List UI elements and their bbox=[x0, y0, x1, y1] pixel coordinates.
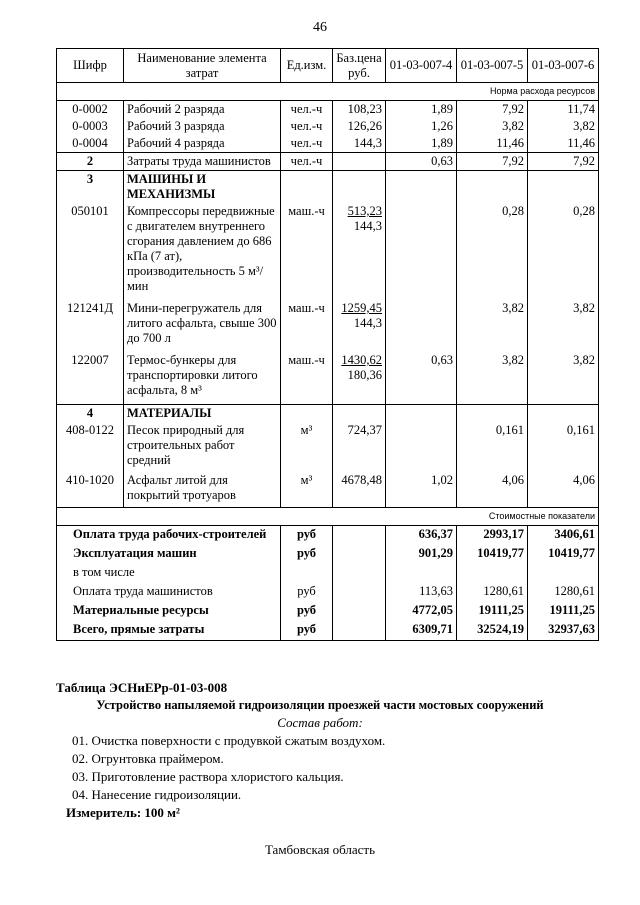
row-price bbox=[333, 153, 386, 171]
row-name: Компрессоры передвижные с двигателем внутреннего сгорания давлением до 686 кПа (7 ат), производительность 5 м³/мин bbox=[124, 203, 281, 300]
work-item: 04. Нанесение гидроизоляции. bbox=[72, 787, 242, 802]
cost-value-5: 19111,25 bbox=[457, 602, 528, 621]
table-row bbox=[57, 352, 599, 405]
price-bottom: 180,36 bbox=[347, 368, 382, 382]
row-price: 724,37 bbox=[333, 422, 386, 472]
table-row bbox=[57, 153, 599, 171]
row-value-6: 3,82 bbox=[528, 118, 599, 135]
row-value-5: 0,161 bbox=[457, 422, 528, 472]
cost-value-5: 1280,61 bbox=[457, 583, 528, 602]
row-value-6: 0,28 bbox=[528, 203, 599, 300]
empty-cell bbox=[386, 171, 457, 204]
cost-value-6: 3406,61 bbox=[528, 526, 599, 546]
row-price bbox=[333, 203, 386, 300]
cost-row bbox=[57, 564, 599, 583]
table-row bbox=[57, 300, 599, 352]
empty-cell bbox=[281, 405, 333, 423]
empty-cell bbox=[457, 171, 528, 204]
row-unit: чел.-ч bbox=[281, 101, 333, 119]
row-name: Затраты труда машинистов bbox=[124, 153, 281, 171]
price-top: 1430,62 bbox=[341, 353, 382, 367]
footer-region: Тамбовская область bbox=[264, 842, 376, 857]
row-name: Рабочий 2 разряда bbox=[124, 101, 281, 119]
resource-table bbox=[56, 48, 599, 641]
cost-unit: руб bbox=[281, 583, 333, 602]
header-code: Шифр bbox=[57, 49, 124, 83]
section-title: МАШИНЫ И МЕХАНИЗМЫ bbox=[124, 171, 281, 204]
row-value-4 bbox=[386, 203, 457, 300]
cost-row bbox=[57, 545, 599, 564]
row-value-6: 11,46 bbox=[528, 135, 599, 153]
section-title: МАТЕРИАЛЫ bbox=[124, 405, 281, 423]
row-value-4: 0,63 bbox=[386, 352, 457, 405]
cost-unit bbox=[281, 564, 333, 583]
work-item: 01. Очистка поверхности с продувкой сжатым воздухом. bbox=[72, 733, 386, 748]
row-value-6: 0,161 bbox=[528, 422, 599, 472]
row-value-6: 11,74 bbox=[528, 101, 599, 119]
empty-cell bbox=[457, 405, 528, 423]
empty-cell bbox=[333, 621, 386, 641]
cost-row bbox=[57, 621, 599, 641]
price-top: 513,23 bbox=[347, 204, 382, 218]
work-item: 02. Огрунтовка праймером. bbox=[72, 751, 224, 766]
row-value-5: 4,06 bbox=[457, 472, 528, 508]
cost-value-6: 19111,25 bbox=[528, 602, 599, 621]
row-value-4: 1,02 bbox=[386, 472, 457, 508]
band-label: Норма расхода ресурсов bbox=[57, 83, 599, 101]
price-bottom: 144,3 bbox=[353, 219, 382, 233]
cost-name: Оплата труда рабочих-строителей bbox=[57, 526, 281, 546]
row-code: 0-0004 bbox=[57, 135, 124, 153]
table-row bbox=[57, 101, 599, 119]
row-code: 122007 bbox=[57, 352, 124, 405]
row-name: Термос-бункеры для транспортировки литого асфальта, 8 м³ bbox=[124, 352, 281, 405]
section-band bbox=[57, 508, 599, 526]
row-value-6: 3,82 bbox=[528, 352, 599, 405]
section-code: 3 bbox=[57, 171, 124, 204]
cost-value-6: 10419,77 bbox=[528, 545, 599, 564]
cost-name: Материальные ресурсы bbox=[57, 602, 281, 621]
row-value-4 bbox=[386, 300, 457, 352]
row-unit: маш.-ч bbox=[281, 352, 333, 405]
row-code: 0-0002 bbox=[57, 101, 124, 119]
header-col-5: 01-03-007-5 bbox=[457, 49, 528, 83]
cost-value-6 bbox=[528, 564, 599, 583]
row-code: 050101 bbox=[57, 203, 124, 300]
row-code: 408-0122 bbox=[57, 422, 124, 472]
work-item: 03. Приготовление раствора хлористого кальция. bbox=[72, 769, 344, 784]
cost-unit: руб bbox=[281, 545, 333, 564]
cost-name: Всего, прямые затраты bbox=[57, 621, 281, 641]
empty-cell bbox=[528, 171, 599, 204]
measure-unit: Измеритель: 100 м² bbox=[66, 805, 180, 820]
cost-row bbox=[57, 526, 599, 546]
header-col-4: 01-03-007-4 bbox=[386, 49, 457, 83]
table-row bbox=[57, 135, 599, 153]
cost-value-4: 901,29 bbox=[386, 545, 457, 564]
cost-value-6: 1280,61 bbox=[528, 583, 599, 602]
section-header-row bbox=[57, 171, 599, 204]
row-value-5: 7,92 bbox=[457, 153, 528, 171]
row-value-5: 3,82 bbox=[457, 118, 528, 135]
row-name: Рабочий 3 разряда bbox=[124, 118, 281, 135]
cost-value-4: 636,37 bbox=[386, 526, 457, 546]
row-code: 2 bbox=[57, 153, 124, 171]
cost-value-5 bbox=[457, 564, 528, 583]
empty-cell bbox=[333, 171, 386, 204]
table-row bbox=[57, 118, 599, 135]
empty-cell bbox=[333, 564, 386, 583]
header-col-6: 01-03-007-6 bbox=[528, 49, 599, 83]
cost-name: Оплата труда машинистов bbox=[57, 583, 281, 602]
cost-value-5: 2993,17 bbox=[457, 526, 528, 546]
row-unit: чел.-ч bbox=[281, 135, 333, 153]
table-header-row bbox=[57, 49, 599, 83]
header-unit: Ед.изм. bbox=[281, 49, 333, 83]
row-code: 0-0003 bbox=[57, 118, 124, 135]
row-price: 126,26 bbox=[333, 118, 386, 135]
next-table-title: Таблица ЭСНиЕРр-01-03-008 bbox=[56, 680, 228, 695]
next-table-subheading: Состав работ: bbox=[277, 715, 363, 730]
next-table-heading: Устройство напыляемой гидроизоляции проезжей части мостовых сооружений bbox=[96, 698, 544, 712]
cost-unit: руб bbox=[281, 526, 333, 546]
cost-value-4: 4772,05 bbox=[386, 602, 457, 621]
row-unit: чел.-ч bbox=[281, 153, 333, 171]
row-code: 410-1020 bbox=[57, 472, 124, 508]
row-value-4: 0,63 bbox=[386, 153, 457, 171]
empty-cell bbox=[386, 405, 457, 423]
cost-value-4: 113,63 bbox=[386, 583, 457, 602]
row-value-6: 4,06 bbox=[528, 472, 599, 508]
band-label: Стоимостные показатели bbox=[57, 508, 599, 526]
row-value-5: 11,46 bbox=[457, 135, 528, 153]
cost-value-4: 6309,71 bbox=[386, 621, 457, 641]
cost-name: в том числе bbox=[57, 564, 281, 583]
empty-cell bbox=[333, 583, 386, 602]
row-unit: м³ bbox=[281, 472, 333, 508]
row-price bbox=[333, 352, 386, 405]
section-code: 4 bbox=[57, 405, 124, 423]
row-name: Мини-перегружатель для литого асфальта, свыше 300 до 700 л bbox=[124, 300, 281, 352]
row-value-6: 3,82 bbox=[528, 300, 599, 352]
row-value-5: 0,28 bbox=[457, 203, 528, 300]
cost-value-5: 32524,19 bbox=[457, 621, 528, 641]
row-value-6: 7,92 bbox=[528, 153, 599, 171]
price-top: 1259,45 bbox=[341, 301, 382, 315]
row-value-5: 3,82 bbox=[457, 352, 528, 405]
empty-cell bbox=[281, 171, 333, 204]
row-code: 121241Д bbox=[57, 300, 124, 352]
price-bottom: 144,3 bbox=[353, 316, 382, 330]
table-row bbox=[57, 203, 599, 300]
cost-unit: руб bbox=[281, 602, 333, 621]
empty-cell bbox=[528, 405, 599, 423]
section-header-row bbox=[57, 405, 599, 423]
empty-cell bbox=[333, 545, 386, 564]
row-price: 4678,48 bbox=[333, 472, 386, 508]
works-list bbox=[72, 732, 385, 804]
section-band bbox=[57, 83, 599, 101]
row-name: Песок природный для строительных работ средний bbox=[124, 422, 281, 472]
row-value-4 bbox=[386, 422, 457, 472]
row-price: 108,23 bbox=[333, 101, 386, 119]
row-name: Рабочий 4 разряда bbox=[124, 135, 281, 153]
cost-value-4 bbox=[386, 564, 457, 583]
row-value-5: 7,92 bbox=[457, 101, 528, 119]
row-price: 144,3 bbox=[333, 135, 386, 153]
row-unit: чел.-ч bbox=[281, 118, 333, 135]
cost-value-5: 10419,77 bbox=[457, 545, 528, 564]
row-name: Асфальт литой для покрытий тротуаров bbox=[124, 472, 281, 508]
row-price bbox=[333, 300, 386, 352]
row-value-4: 1,89 bbox=[386, 101, 457, 119]
cost-row bbox=[57, 583, 599, 602]
empty-cell bbox=[333, 405, 386, 423]
row-unit: маш.-ч bbox=[281, 300, 333, 352]
table-row bbox=[57, 472, 599, 508]
table-row bbox=[57, 422, 599, 472]
cost-name: Эксплуатация машин bbox=[57, 545, 281, 564]
row-value-4: 1,89 bbox=[386, 135, 457, 153]
empty-cell bbox=[333, 602, 386, 621]
row-value-4: 1,26 bbox=[386, 118, 457, 135]
header-name: Наименование элемента затрат bbox=[124, 49, 281, 83]
empty-cell bbox=[333, 526, 386, 546]
cost-row bbox=[57, 602, 599, 621]
row-unit: маш.-ч bbox=[281, 203, 333, 300]
cost-unit: руб bbox=[281, 621, 333, 641]
header-price: Баз.цена руб. bbox=[333, 49, 386, 83]
row-value-5: 3,82 bbox=[457, 300, 528, 352]
row-unit: м³ bbox=[281, 422, 333, 472]
page-number: 46 bbox=[313, 20, 327, 35]
cost-value-6: 32937,63 bbox=[528, 621, 599, 641]
